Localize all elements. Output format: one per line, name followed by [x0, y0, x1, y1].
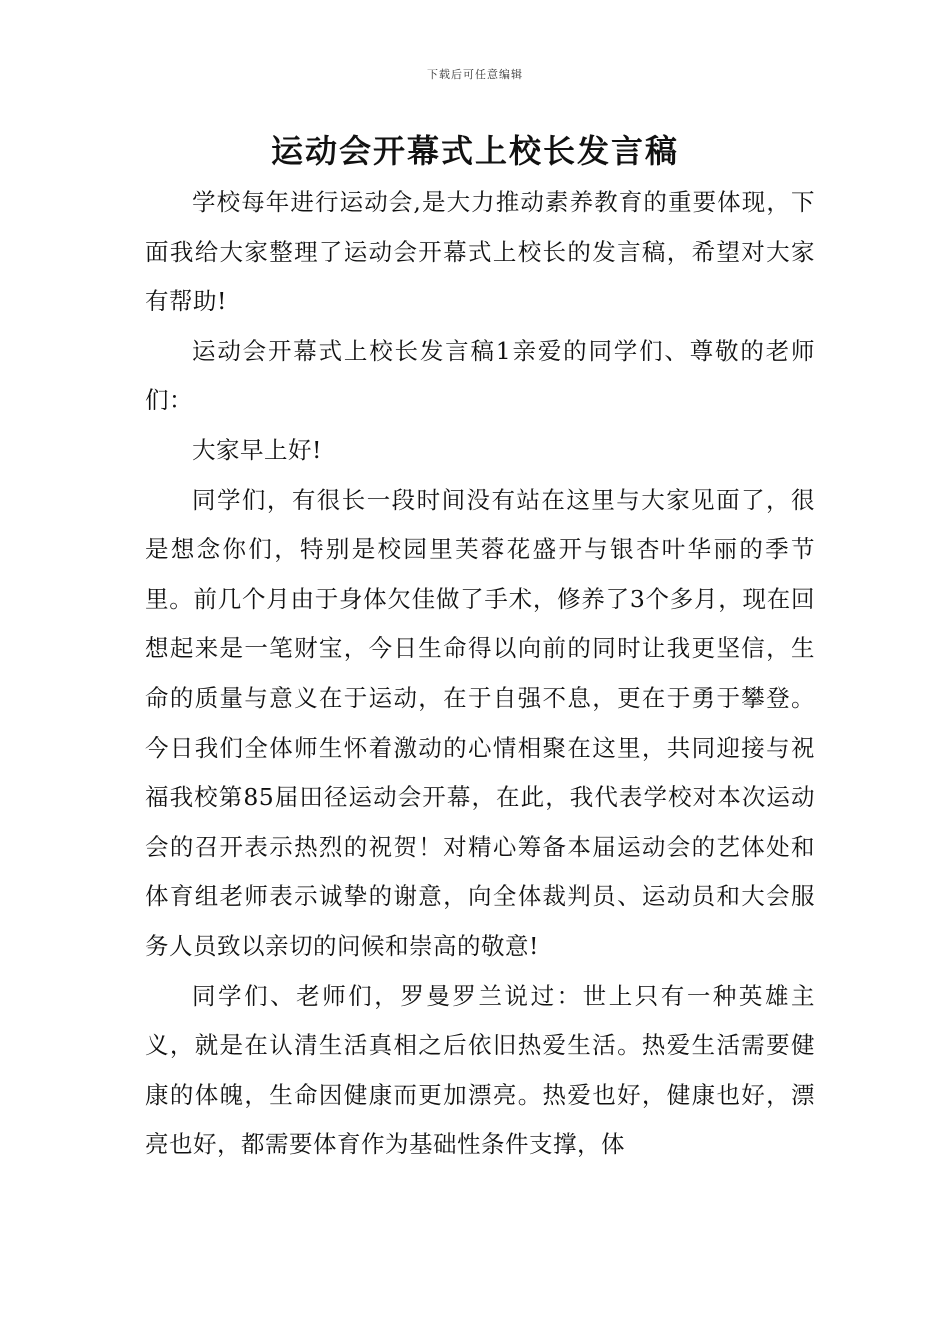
paragraph-body-2: 同学们、老师们，罗曼罗兰说过：世上只有一种英雄主义，就是在认清生活真相之后依旧热爱生活。热爱生活需要健康的体魄，生命因健康而更加漂亮。热爱也好，健康也好，漂亮也好，都需要体育作为基础性条件支撑，体: [145, 981, 815, 1159]
paragraph-greeting: 大家早上好!: [192, 435, 322, 464]
paragraph-body-1: 同学们，有很长一段时间没有站在这里与大家见面了，很是想念你们，特别是校园里芙蓉花盛开与银杏叶华丽的季节里。前几个月由于身体欠佳做了手术，修养了3个多月，现在回想起来是一笔财宝，今日生命得以向前的同时让我更坚信，生命的质量与意义在于运动，在于自强不息，更在于勇于攀登。今日我们全体师生怀着激动的心情相聚在这里，共同迎接与祝福我校第85届田径运动会开幕，在此，我代表学校对本次运动会的召开表示热烈的祝贺！对精心筹备本届运动会的艺体处和体育组老师表示诚挚的谢意，向全体裁判员、运动员和大会服务人员致以亲切的问候和崇高的敬意!: [145, 485, 815, 960]
header-note: 下载后可任意编辑: [427, 68, 523, 81]
page-title: 运动会开幕式上校长发言稿: [270, 132, 679, 170]
paragraph-intro: 学校每年进行运动会,是大力推动素养教育的重要体现，下面我给大家整理了运动会开幕式上校长的发言稿，希望对大家有帮助!: [145, 188, 815, 316]
body-text: [145, 178, 815, 1170]
paragraph-salutation: 运动会开幕式上校长发言稿1亲爱的同学们、尊敬的老师们：: [145, 336, 815, 415]
